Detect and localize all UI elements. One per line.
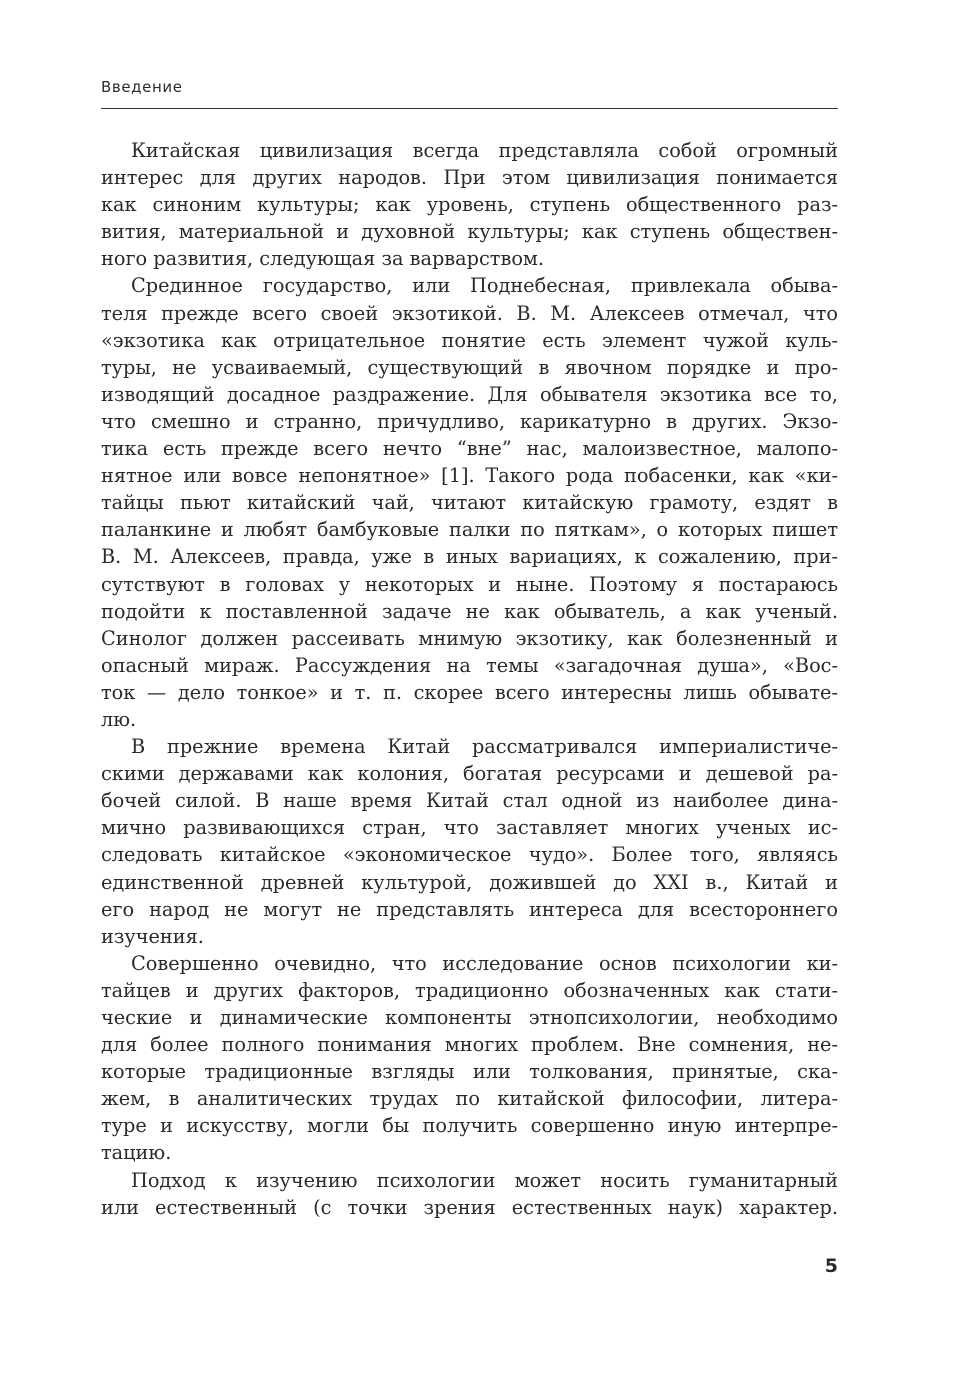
text-line: опасный мираж. Рассуждения на темы «загадочная душа», «Вос- [101, 653, 838, 677]
text-line: «экзотика как отрицательное понятие есть элемент чужой куль- [101, 328, 838, 352]
paragraph [101, 137, 838, 272]
text-line: туры, не усваиваемый, существующий в явочном порядке и про- [101, 355, 838, 379]
text-line: интерес для других народов. При этом цивилизация понимается [101, 166, 838, 190]
text-line: паланкине и любят бамбуковые палки по пяткам», о которых пишет [101, 518, 838, 542]
paragraph [101, 950, 838, 1167]
text-line: вития, материальной и духовной культуры; как ступень обществен- [101, 220, 838, 244]
text-line: Срединное государство, или Поднебесная, привлекала обыва- [131, 274, 838, 298]
paragraph [101, 733, 838, 950]
text-line: жем, в аналитических трудах по китайской философии, литера- [101, 1087, 838, 1111]
text-line: туре и искусству, могли бы получить совершенно иную интерпре- [101, 1114, 838, 1138]
text-line: нятное или вовсе непонятное» [1]. Такого рода побасенки, как «ки- [101, 464, 838, 488]
text-line: В. М. Алексеев, правда, уже в иных вариациях, к сожалению, при- [101, 545, 838, 569]
paragraph [101, 272, 838, 733]
text-line: лю. [101, 707, 137, 731]
text-line: теля прежде всего своей экзотикой. В. М. Алексеев отмечал, что [101, 301, 838, 325]
text-line: скими державами как колония, богатая ресурсами и дешевой ра- [101, 762, 838, 786]
text-line: подойти к поставленной задаче не как обыватель, а как ученый. [101, 599, 838, 623]
text-line: тайцев и других факторов, традиционно обозначенных как стати- [101, 978, 838, 1002]
text-line: его народ не могут не представлять интереса для всестороннего [101, 897, 838, 921]
text-line: что смешно и странно, причудливо, карикатурно в других. Экзо- [101, 409, 838, 433]
text-line: мично развивающихся стран, что заставляет многих ученых ис- [101, 816, 838, 840]
text-line: В прежние времена Китай рассматривался империалистиче- [131, 735, 838, 759]
text-line: ного развития, следующая за варварством. [101, 247, 545, 271]
running-head: Введение [101, 78, 183, 96]
header-rule [101, 108, 838, 109]
text-line: для более полного понимания многих проблем. Вне сомнения, не- [101, 1033, 838, 1057]
text-line: тацию. [101, 1141, 172, 1165]
text-line: следовать китайское «экономическое чудо». Более того, являясь [101, 843, 838, 867]
text-line: как синоним культуры; как уровень, ступень общественного раз- [101, 193, 838, 217]
text-line: или естественный (с точки зрения естественных наук) характер. [101, 1195, 838, 1219]
text-line: Совершенно очевидно, что исследование основ психологии ки- [131, 951, 838, 975]
text-line: тика есть прежде всего нечто “вне” нас, малоизвестное, малопо- [101, 437, 838, 461]
text-line: единственной древней культурой, дожившей до XXI в., Китай и [101, 870, 838, 894]
paragraph [101, 1167, 838, 1221]
text-line: ток — дело тонкое» и т. п. скорее всего интересны лишь обывате- [101, 680, 838, 704]
text-line: ческие и динамические компоненты этнопсихологии, необходимо [101, 1006, 838, 1029]
body-text [101, 137, 838, 1221]
text-line: изучения. [101, 924, 204, 948]
text-line: Подход к изучению психологии может носить гуманитарный [131, 1168, 838, 1192]
text-line: изводящий досадное раздражение. Для обывателя экзотика все то, [101, 382, 838, 406]
page-number: 5 [824, 1255, 838, 1277]
text-line: которые традиционные взгляды или толкования, принятые, ска- [101, 1060, 838, 1084]
text-line: сутствуют в головах у некоторых и ныне. Поэтому я постараюсь [101, 572, 838, 596]
text-line: Китайская цивилизация всегда представляла собой огромный [131, 139, 838, 162]
text-line: тайцы пьют китайский чай, читают китайскую грамоту, ездят в [101, 491, 838, 515]
text-line: Синолог должен рассеивать мнимую экзотику, как болезненный и [101, 626, 838, 650]
text-line: бочей силой. В наше время Китай стал одной из наиболее дина- [101, 789, 838, 813]
